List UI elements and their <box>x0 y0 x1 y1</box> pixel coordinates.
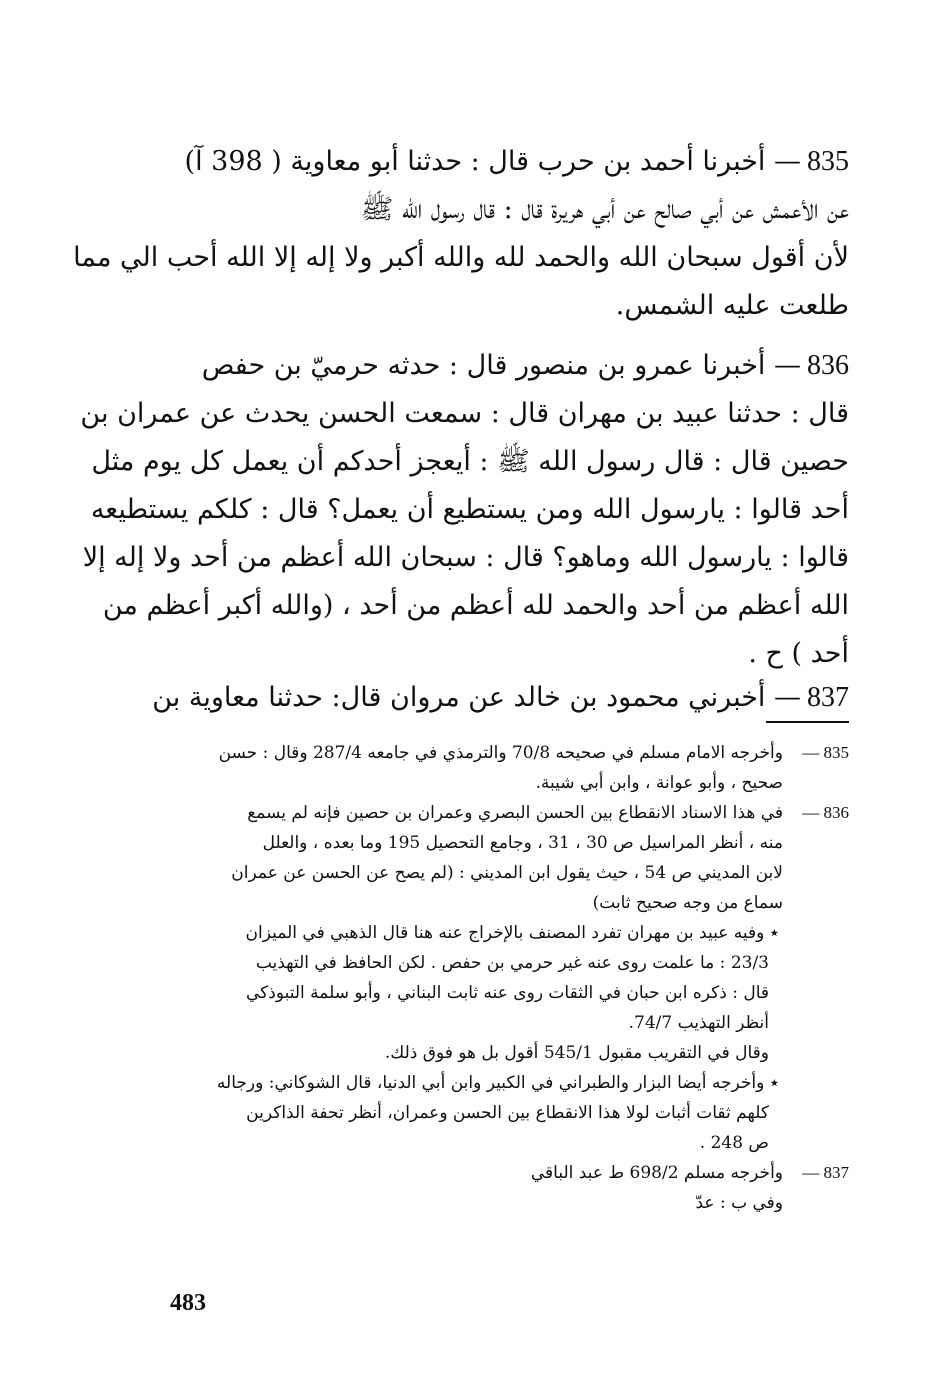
footnote-line: 836 —في هذا الاسناد الانقطاع بين الحسن البصري وعمران بن حصين فإنه لم يسمع <box>163 798 849 828</box>
footnote-line: لابن المديني ص 54 ، حيث يقول ابن المديني : (لم يصح عن الحسن عن عمران <box>231 863 783 883</box>
hadith-line: 835— أخبرنا أحمد بن حرب قال : حدثنا أبو معاوية ( 398 آ) <box>184 146 849 177</box>
hadith-line: الله أعظم من أحد والحمد لله أعظم من أحد ، (والله أكبر أعظم من <box>102 590 849 621</box>
hadith-836 <box>80 342 849 678</box>
footnote-line: أنظر التهذيب 74/7. <box>628 1013 769 1033</box>
hadith-line: قالوا : يارسول الله وماهو؟ قال : سبحان الله أعظم من أحد ولا إله إلا <box>82 542 849 573</box>
hadith-number: 836 <box>807 350 849 381</box>
footnote-separator <box>766 721 849 723</box>
footnote-line: وقال في التقريب مقبول 545/1 أقول بل هو فوق ذلك. <box>384 1043 769 1063</box>
hadith-line: حصين قال : قال رسول الله ﷺ : أيعجز أحدكم أن يعمل كل يوم مثل <box>91 446 849 477</box>
hadith-line: أحد قالوا : يارسول الله ومن يستطيع أن يعمل؟ قال : كلكم يستطيعه <box>90 494 849 525</box>
footnote-number: 836 — <box>802 803 849 822</box>
footnote-line: منه ، أنظر المراسيل ص 30 ، 31 ، وجامع التحصيل 195 وما بعده ، والعلل <box>262 833 783 853</box>
hadith-837 <box>152 674 849 722</box>
footnote-line: وفي ب : عدّ <box>695 1193 783 1213</box>
hadith-line: لأن أقول سبحان الله والحمد لله والله أكبر ولا إله إلا الله أحب الي مما <box>73 242 849 273</box>
footnote-line: ٭ وفيه عبيد بن مهران تفرد المصنف بالإخراج عنه هنا قال الذهبي في الميزان <box>245 923 779 943</box>
footnote-line: 837 —وأخرجه مسلم 698/2 ط عبد الباقي <box>163 1158 849 1188</box>
hadith-line: عن الأعمش عن أبي صالح عن أبي هريرة قال : قال رسول الله ﷺ <box>360 194 849 225</box>
footnote-line: 23/3 : ما علمت روى عنه غير حرمي بن حفص . لكن الحافظ في التهذيب <box>255 953 769 973</box>
hadith-835 <box>73 138 849 330</box>
footnote-line: قال : ذكره ابن حبان في الثقات روى عنه ثابت البناني ، وأبو سلمة التبوذكي <box>245 983 769 1003</box>
footnote-number: 837 — <box>802 1163 849 1182</box>
footnotes <box>163 738 849 1218</box>
hadith-line: 837— أخبرني محمود بن خالد عن مروان قال: حدثنا معاوية بن <box>152 682 849 713</box>
footnote-line: سماع من وجه صحيح ثابت) <box>592 893 783 913</box>
hadith-number: 837 <box>807 682 849 713</box>
footnote-line: ٭ وأخرجه أيضا البزار والطبراني في الكبير وابن أبي الدنيا، قال الشوكاني: ورجاله <box>216 1073 779 1093</box>
hadith-line: 836— أخبرنا عمرو بن منصور قال : حدثه حرميّ بن حفص <box>201 350 849 381</box>
hadith-line: طلعت عليه الشمس. <box>615 290 849 321</box>
footnote-line: ص 248 . <box>699 1133 769 1153</box>
hadith-line: أحد ) ح . <box>748 638 849 669</box>
hadith-line: قال : حدثنا عبيد بن مهران قال : سمعت الحسن يحدث عن عمران بن <box>80 398 849 429</box>
hadith-number: 835 <box>807 146 849 177</box>
footnote-line: صحيح ، وأبو عوانة ، وابن أبي شيبة. <box>535 773 783 793</box>
footnote-line: كلهم ثقات أثبات لولا هذا الانقطاع بين الحسن وعمران، أنظر تحفة الذاكرين <box>246 1103 769 1123</box>
footnote-number: 835 — <box>802 743 849 762</box>
page-number: 483 <box>170 1290 206 1316</box>
footnote-line: 835 —وأخرجه الامام مسلم في صحيحه 70/8 والترمذي في جامعه 287/4 وقال : حسن <box>163 738 849 768</box>
